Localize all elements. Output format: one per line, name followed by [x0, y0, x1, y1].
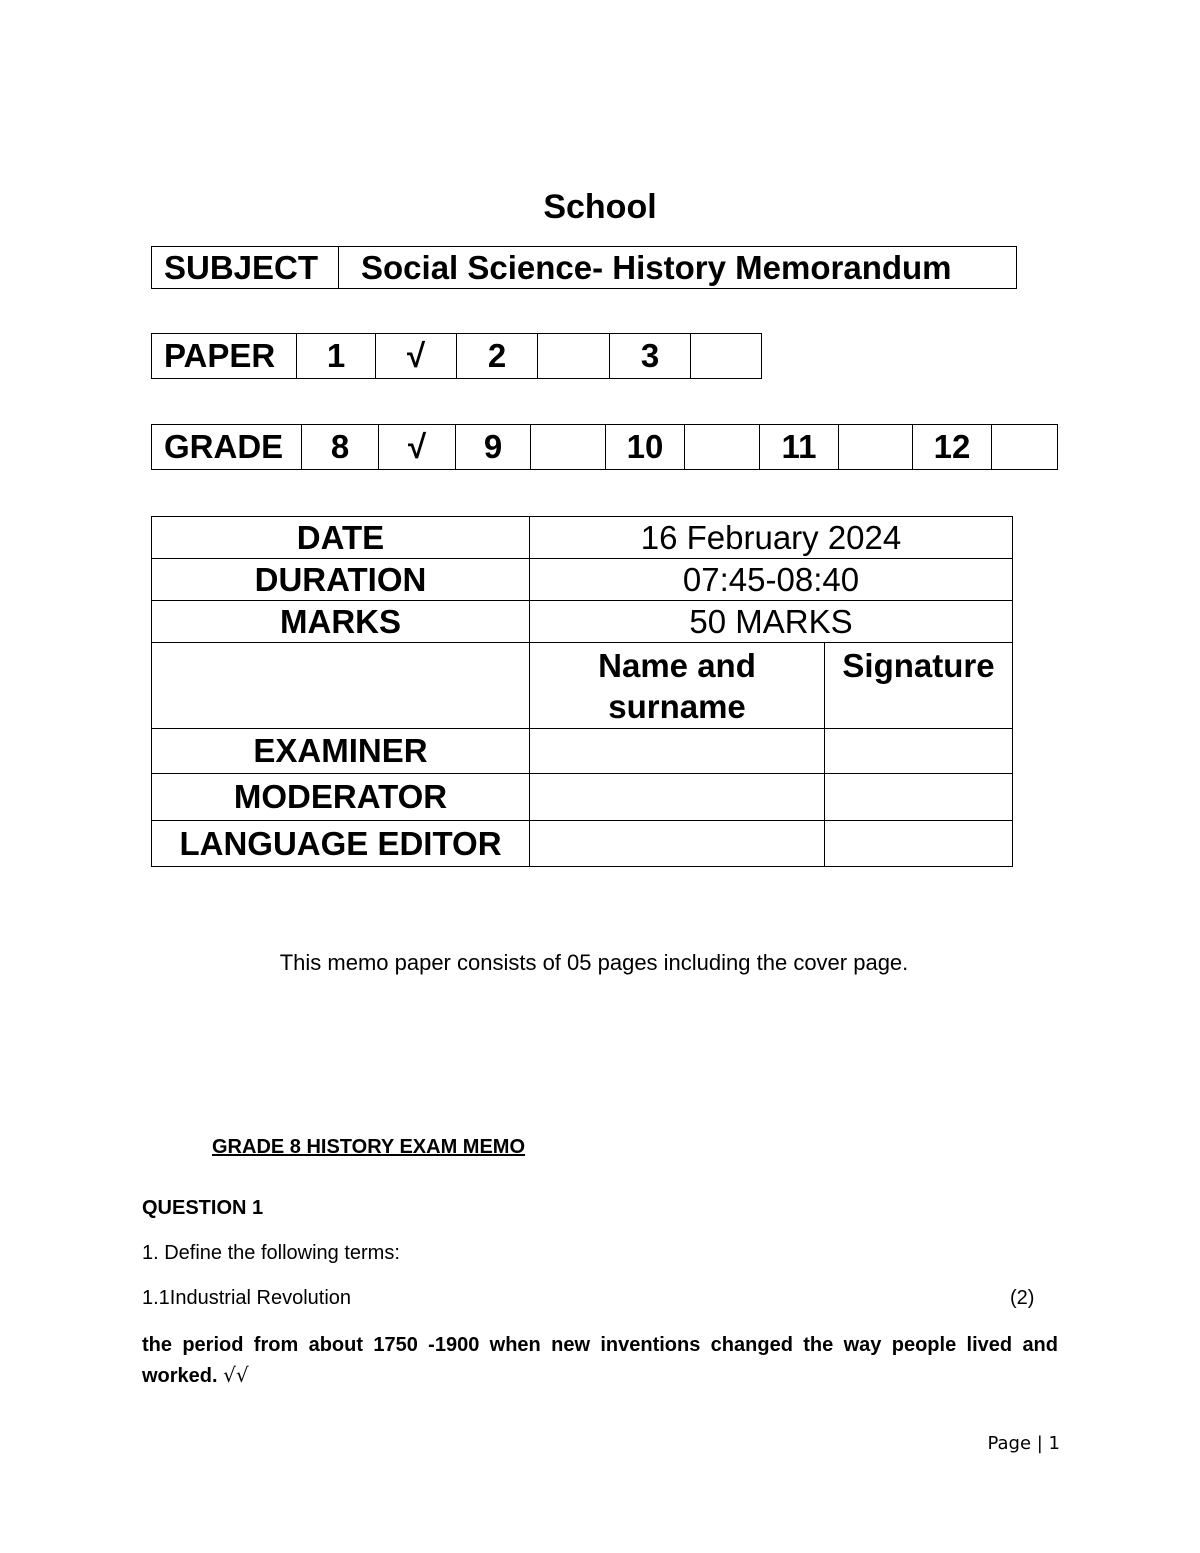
signature-header: Signature	[825, 643, 1013, 729]
grade-option-value: 11	[760, 425, 839, 470]
answer-body: the period from about 1750 -1900 when new inventions changed the way people lived and worked.	[142, 1334, 1058, 1387]
examiner-label: EXAMINER	[152, 729, 530, 774]
date-label: DATE	[152, 517, 530, 559]
paper-label: PAPER	[152, 334, 297, 379]
editor-signature-field	[825, 821, 1013, 867]
question-heading: QUESTION 1	[142, 1197, 264, 1219]
item-marks: (2)	[1010, 1287, 1035, 1309]
answer-text	[142, 1330, 1058, 1391]
paper-table	[151, 333, 762, 379]
grade-option-value: 8	[302, 425, 379, 470]
subject-table	[151, 246, 1017, 289]
examiner-signature-field	[825, 729, 1013, 774]
examiner-name-field	[530, 729, 825, 774]
memo-title: GRADE 8 HISTORY EXAM MEMO	[212, 1136, 526, 1158]
grade-option-mark	[839, 425, 913, 470]
subject-label: SUBJECT	[152, 247, 339, 289]
grade-option-mark: √	[379, 425, 456, 470]
date-value: 16 February 2024	[530, 517, 1013, 559]
grade-option-mark	[992, 425, 1058, 470]
duration-label: DURATION	[152, 559, 530, 601]
exam-info-table	[151, 516, 1013, 867]
paper-option-mark	[691, 334, 762, 379]
paper-option-mark	[538, 334, 610, 379]
editor-name-field	[530, 821, 825, 867]
name-surname-header: Name and surname	[530, 643, 825, 729]
marks-label: MARKS	[152, 601, 530, 643]
duration-value: 07:45-08:40	[530, 559, 1013, 601]
grade-option-mark	[531, 425, 606, 470]
moderator-signature-field	[825, 774, 1013, 821]
paper-option-mark: √	[376, 334, 457, 379]
grade-table	[151, 424, 1058, 470]
paper-option-value: 2	[457, 334, 538, 379]
paper-option-value: 1	[297, 334, 376, 379]
moderator-label: MODERATOR	[152, 774, 530, 821]
question-instruction: 1. Define the following terms:	[142, 1242, 400, 1264]
question-item: 1.1Industrial Revolution	[142, 1287, 352, 1309]
moderator-name-field	[530, 774, 825, 821]
paper-option-value: 3	[610, 334, 691, 379]
grade-label: GRADE	[152, 425, 302, 470]
subject-value: Social Science- History Memorandum	[339, 247, 1017, 289]
grade-option-mark	[685, 425, 760, 470]
page-count-note: This memo paper consists of 05 pages including the cover page.	[279, 950, 909, 975]
answer-ticks: √√	[223, 1363, 249, 1387]
grade-option-value: 9	[456, 425, 531, 470]
grade-option-value: 10	[606, 425, 685, 470]
school-title: School	[543, 188, 657, 226]
grade-option-value: 12	[913, 425, 992, 470]
blank-header-cell	[152, 643, 530, 729]
page-number: Page | 1	[987, 1433, 1060, 1454]
language-editor-label: LANGUAGE EDITOR	[152, 821, 530, 867]
marks-value: 50 MARKS	[530, 601, 1013, 643]
